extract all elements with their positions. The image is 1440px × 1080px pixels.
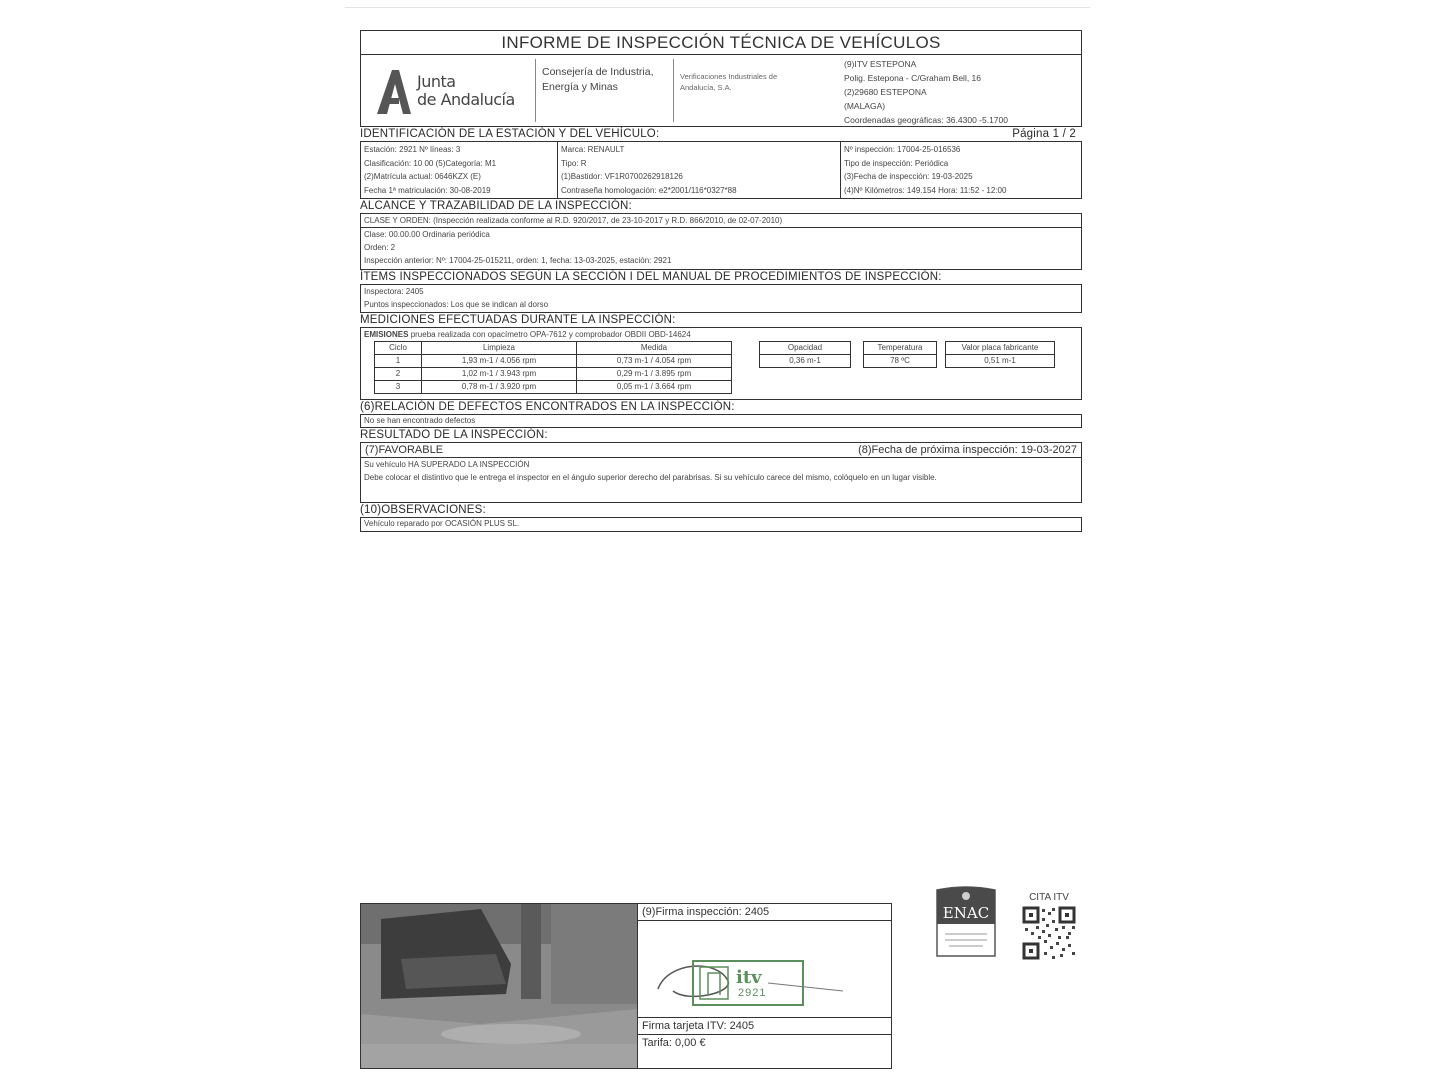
- items-inspectora: Inspectora: 2405: [364, 287, 424, 296]
- defectos-text: No se han encontrado defectos: [364, 416, 476, 425]
- table-cell: 0,29 m-1 / 3.895 rpm: [577, 368, 732, 381]
- emisiones-line: [361, 328, 1081, 341]
- section-mediciones-title: MEDICIONES EFECTUADAS DURANTE LA INSPECCIÓN:: [360, 314, 676, 326]
- table-cell: 3: [375, 381, 422, 394]
- firma-inspeccion: (9)Firma inspección: 2405: [638, 904, 891, 921]
- verificaciones-line-1: Verificaciones Industriales de: [680, 72, 778, 81]
- placa-label: Valor placa fabricante: [945, 341, 1055, 355]
- table-header-row: [375, 342, 732, 355]
- cita-itv-block: [1018, 892, 1080, 960]
- page-number: Página 1 / 2: [1012, 128, 1076, 140]
- inspection-report: [360, 30, 1082, 532]
- temperatura-value: 78 ºC: [863, 355, 937, 368]
- enac-logo-icon: [935, 886, 997, 960]
- mediciones-box: [360, 327, 1082, 400]
- table-cell: 2: [375, 368, 422, 381]
- observaciones-text: Vehículo reparado por OCASIÓN PLUS SL.: [364, 519, 520, 528]
- qr-code-icon[interactable]: [1022, 906, 1076, 960]
- items-box: [360, 284, 1082, 313]
- station-coordinates: Coordenadas geográficas: 36.4300 -5.1700: [844, 115, 1008, 125]
- section-defectos-title: (6)RELACIÓN DE DEFECTOS ENCONTRADOS EN LA INSPECCIÓN:: [360, 401, 735, 413]
- id-field: (3)Fecha de inspección: 19-03-2025: [844, 172, 973, 181]
- enac-label: ENAC: [942, 904, 990, 922]
- table-cell: 0,73 m-1 / 4.054 rpm: [577, 355, 732, 368]
- resultado-distintivo: Debe colocar el distintivo que le entrega el inspector en el ángulo superior derecho del parabrisas. Si su vehículo carece del mismo, colóquelo en un lugar visible.: [364, 473, 937, 482]
- station-info: [836, 55, 1081, 126]
- table-cell: 0,05 m-1 / 3.664 rpm: [577, 381, 732, 394]
- report-title: INFORME DE INSPECCIÓN TÉCNICA DE VEHÍCULOS: [360, 30, 1082, 55]
- table-cell: 1,02 m-1 / 3.943 rpm: [422, 368, 577, 381]
- table-header: Medida: [577, 342, 732, 355]
- items-puntos: Puntos inspeccionados: Los que se indican al dorso: [364, 300, 549, 309]
- id-field: (2)Matrícula actual: 0646KZX (E): [364, 172, 481, 181]
- id-field: Tipo de inspección: Periódica: [844, 158, 949, 168]
- defectos-box: [360, 414, 1082, 428]
- stamp-itv-text: itv: [736, 967, 762, 988]
- station-name: (9)ITV ESTEPONA: [844, 59, 917, 69]
- stamp-number: 2921: [738, 987, 767, 999]
- placa-box: [945, 341, 1055, 368]
- page-top-rule: [345, 7, 1090, 8]
- alcance-box: [360, 213, 1082, 270]
- emisiones-text: prueba realizada con opacímetro OPA-7612 y comprobador OBDII OBD-14624: [410, 330, 691, 339]
- section-resultado-title: RESULTADO DE LA INSPECCIÓN:: [360, 429, 548, 441]
- opacidad-box: [759, 341, 851, 368]
- proxima-inspeccion: (8)Fecha de próxima inspección: 19-03-2027: [858, 444, 1077, 456]
- junta-andalucia-logo: [361, 55, 535, 126]
- resultado-status: (7)FAVORABLE: [365, 444, 444, 456]
- temperatura-box: [863, 341, 937, 368]
- junta-a-icon: [375, 66, 413, 116]
- id-field: Fecha 1ª matriculación: 30-08-2019: [364, 185, 491, 195]
- id-field: Marca: RENAULT: [561, 145, 625, 154]
- emisiones-label: EMISIONES: [364, 330, 409, 339]
- station-city: (2)29680 ESTEPONA: [844, 87, 927, 97]
- verificaciones-text: [674, 55, 836, 126]
- table-header: Limpieza: [422, 342, 577, 355]
- enac-seal: [935, 886, 997, 960]
- id-field: Tipo: R: [561, 158, 587, 168]
- id-field: (4)Nº Kilómetros: 149.154 Hora: 11:52 - 12:00: [844, 185, 1007, 195]
- section-alcance-title: ALCANCE Y TRAZABILIDAD DE LA INSPECCIÓN:: [360, 200, 632, 212]
- cita-itv-label[interactable]: CITA ITV: [1029, 892, 1069, 903]
- opacidad-label: Opacidad: [759, 341, 851, 355]
- vehicle-photo-image: [361, 904, 637, 1068]
- station-address: Polig. Estepona - C/Graham Bell, 16: [844, 73, 982, 83]
- temperatura-label: Temperatura: [863, 341, 937, 355]
- alcance-orden: Orden: 2: [364, 243, 396, 252]
- resultado-box: [360, 442, 1082, 503]
- identificacion-vehicle-col: [558, 142, 841, 198]
- clase-orden-header: CLASE Y ORDEN: (Inspección realizada conforme al R.D. 920/2017, de 23-10-2017 y R.D. 866/2010, de 02-07-2010): [361, 214, 1081, 228]
- alcance-anterior: Inspección anterior: Nº: 17004-25-015211, orden: 1, fecha: 13-03-2025, estación: 2921: [364, 256, 672, 265]
- firma-tarjeta: Firma tarjeta ITV: 2405: [638, 1017, 891, 1035]
- vehicle-photo: [361, 904, 638, 1068]
- section-identificacion-title: IDENTIFICACIÓN DE LA ESTACIÓN Y DEL VEHÍCULO:: [360, 128, 660, 140]
- emissions-table: [374, 341, 732, 394]
- table-header: Ciclo: [375, 342, 422, 355]
- resultado-superado: Su vehículo HA SUPERADO LA INSPECCIÓN: [364, 460, 530, 469]
- alcance-clase: Clase: 00.00.00 Ordinaria periódica: [364, 230, 490, 239]
- signature-area: [638, 904, 891, 1068]
- logo-line-2: de Andalucía: [417, 89, 515, 109]
- stamp-area: [638, 921, 891, 1017]
- section-items-title: ÍTEMS INSPECCIONADOS SEGÚN LA SECCIÓN I DEL MANUAL DE PROCEDIMIENTOS DE INSPECCIÓN:: [360, 271, 942, 283]
- id-field: Nº inspección: 17004-25-016536: [844, 145, 961, 154]
- identificacion-station-col: [361, 142, 558, 198]
- observaciones-box: [360, 517, 1082, 532]
- station-province: (MALAGA): [844, 101, 886, 111]
- report-header: [360, 55, 1082, 127]
- identificacion-inspection-col: [841, 142, 1081, 198]
- table-cell: 0,78 m-1 / 3.920 rpm: [422, 381, 577, 394]
- verificaciones-line-2: Andalucía, S.A.: [680, 83, 732, 92]
- tarifa: Tarifa: 0,00 €: [642, 1037, 706, 1049]
- table-row: [375, 355, 732, 368]
- opacidad-value: 0,36 m-1: [759, 355, 851, 368]
- id-field: Clasificación: 10 00 (5)Categoría: M1: [364, 158, 497, 168]
- section-observaciones-title: (10)OBSERVACIONES:: [360, 504, 486, 516]
- identificacion-grid: [360, 141, 1082, 199]
- placa-value: 0,51 m-1: [945, 355, 1055, 368]
- logo-line-1: Junta: [417, 71, 456, 91]
- consejeria-line-2: Energía y Minas: [542, 81, 618, 93]
- consejeria-text: [536, 55, 673, 126]
- consejeria-line-1: Consejería de Industria,: [542, 66, 654, 78]
- id-field: (1)Bastidor: VF1R0700262918126: [561, 172, 683, 181]
- table-row: [375, 381, 732, 394]
- table-row: [375, 368, 732, 381]
- table-cell: 1: [375, 355, 422, 368]
- table-cell: 1,93 m-1 / 4.056 rpm: [422, 355, 577, 368]
- id-field: Estación: 2921 Nº líneas: 3: [364, 145, 461, 154]
- signature-block: [360, 903, 892, 1069]
- id-field: Contraseña homologación: e2*2001/116*0327*88: [561, 185, 737, 195]
- resultado-header: [361, 443, 1081, 458]
